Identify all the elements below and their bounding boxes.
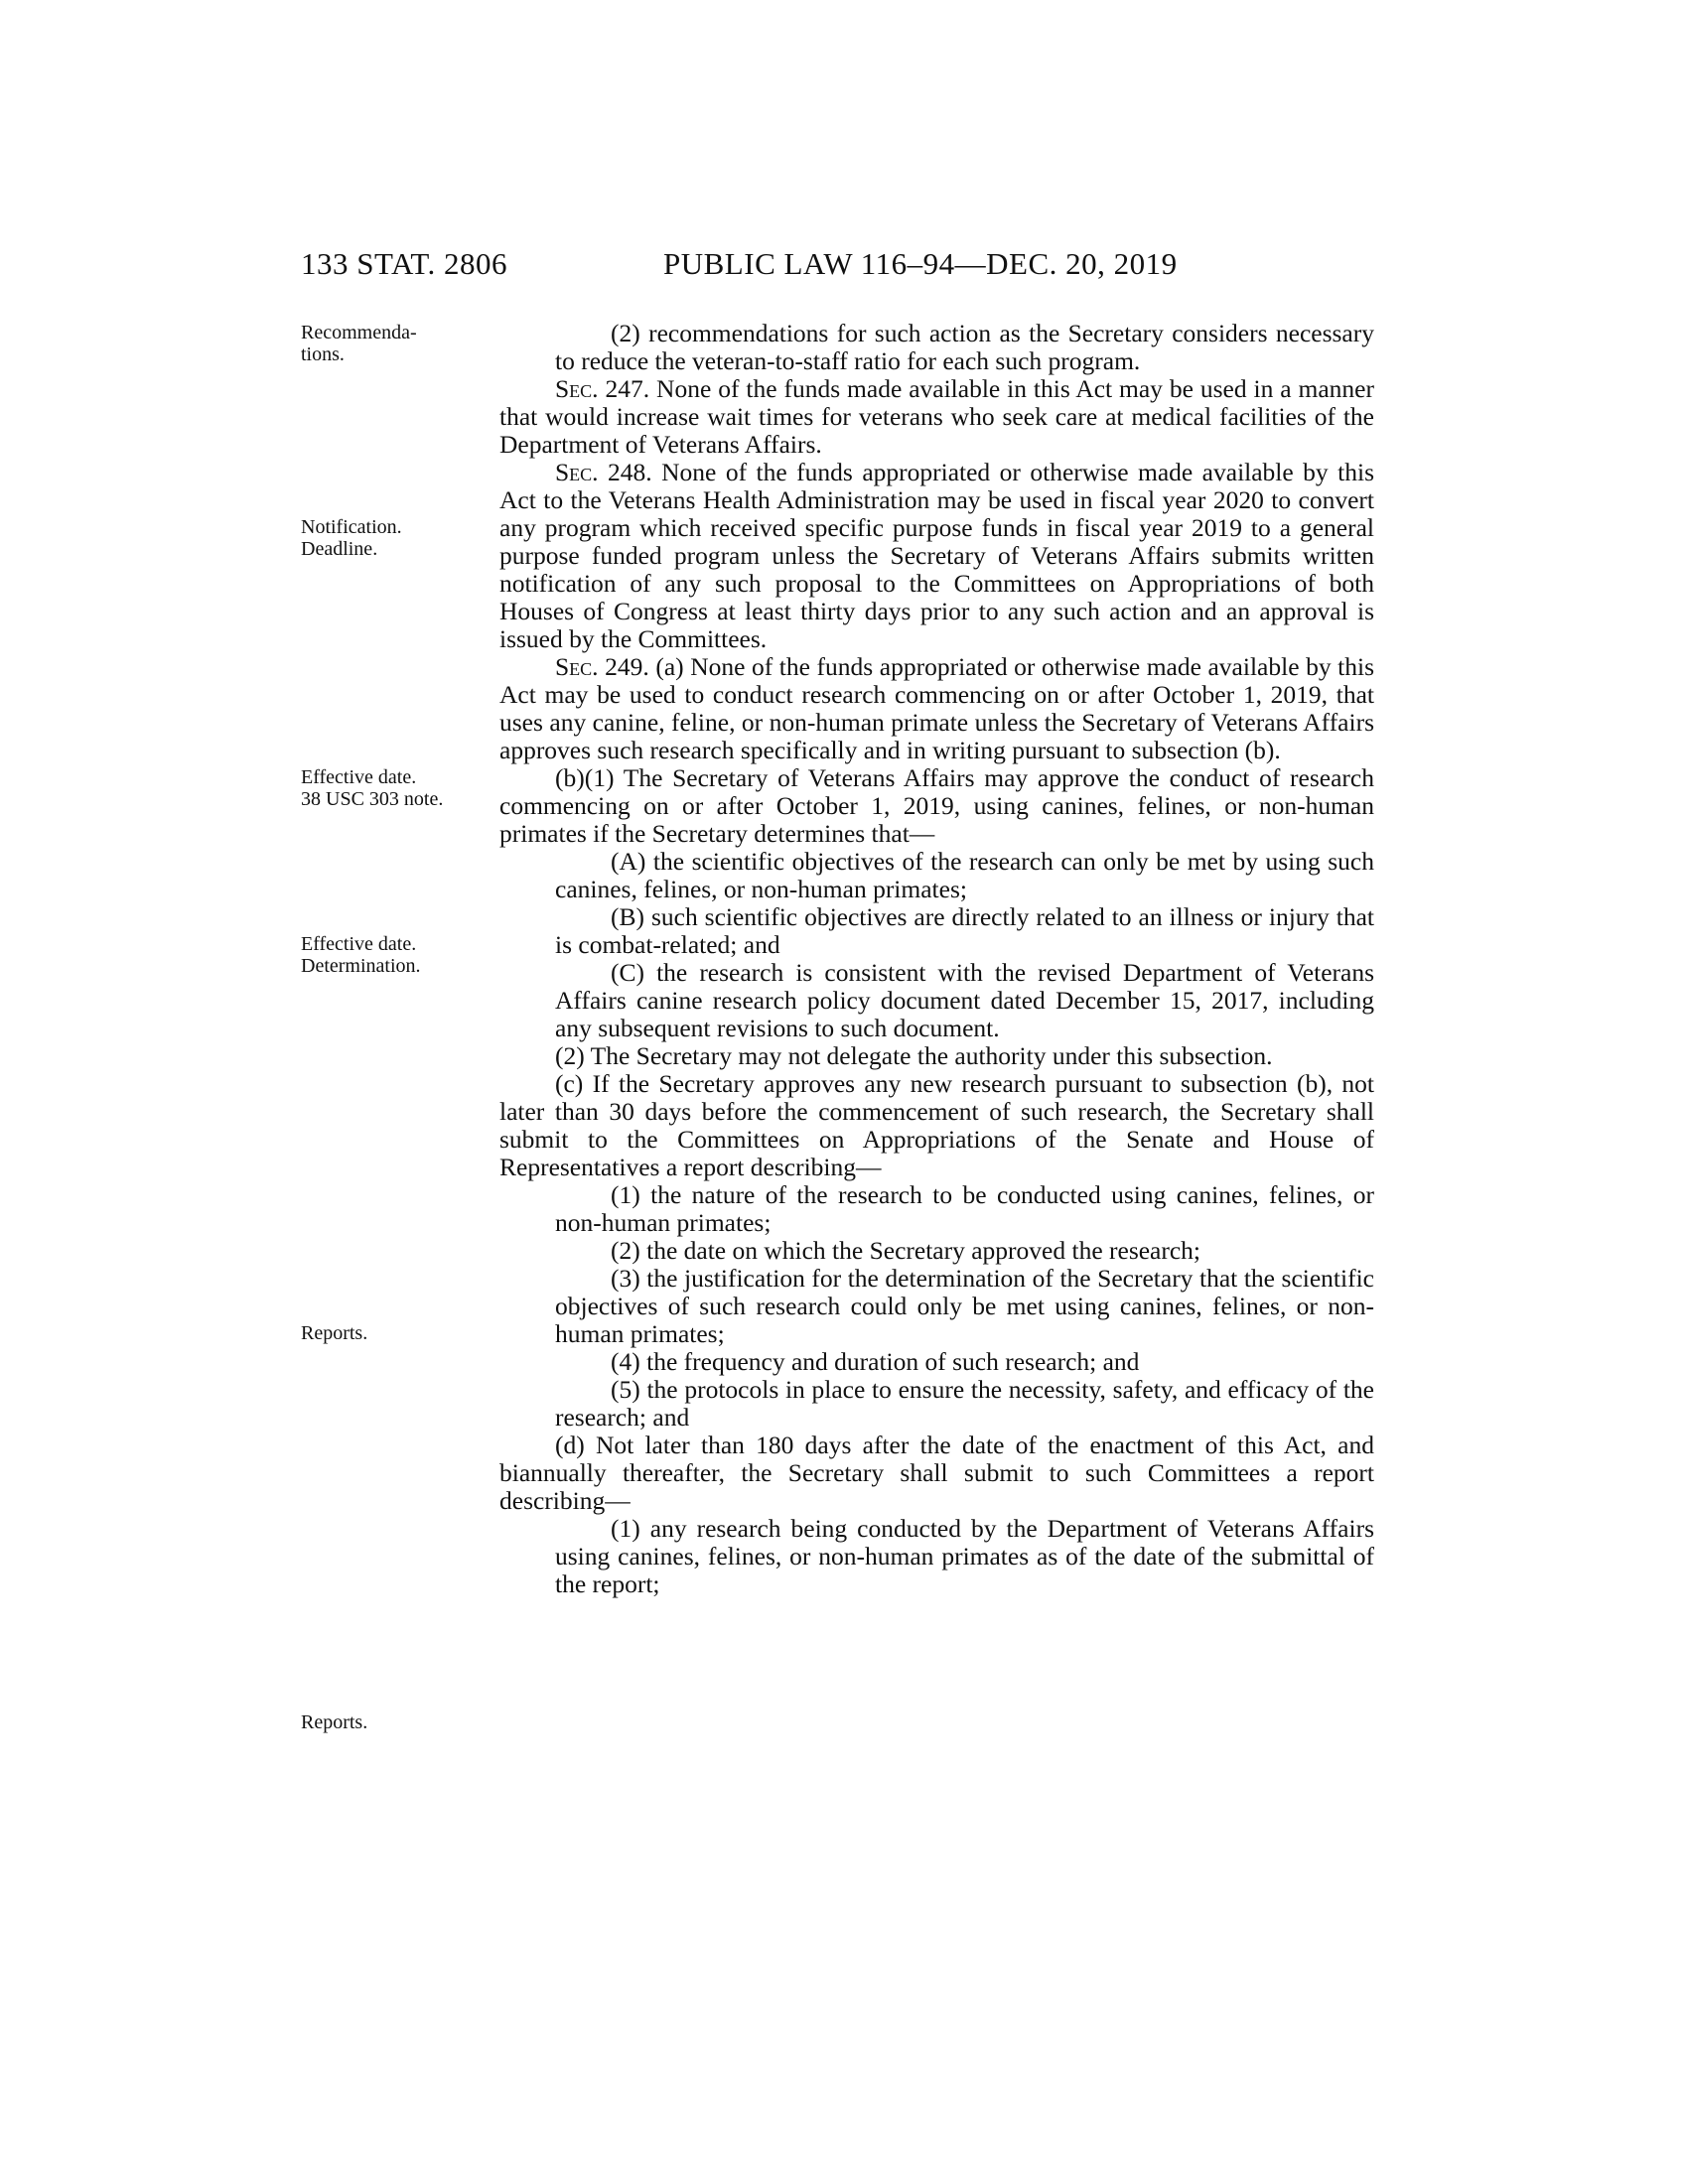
- subparagraph-b-a: (A) the scientific objectives of the research can only be met by using such canines, felines, or non-human primates;: [555, 847, 1374, 903]
- page-header: [301, 246, 1393, 286]
- margin-note-notification-deadline: Notification. Deadline.: [301, 516, 402, 560]
- public-law-title: PUBLIC LAW 116–94—DEC. 20, 2019: [663, 246, 1178, 281]
- subsection-c-2: (2) the date on which the Secretary approved the research;: [611, 1236, 1201, 1265]
- margin-note-effective-date-usc: Effective date. 38 USC 303 note.: [301, 766, 444, 810]
- subparagraph-b-b: (B) such scientific objectives are directly related to an illness or injury that is combat-related; and: [555, 902, 1374, 959]
- subsection-c-1: (1) the nature of the research to be conducted using canines, felines, or non-human primates;: [555, 1180, 1374, 1237]
- statute-page-number: 133 STAT. 2806: [301, 246, 508, 281]
- subsection-c-3: (3) the justification for the determination of the Secretary that the scientific objectives of such research could only be met using canines, felines, or non-human primates;: [555, 1264, 1374, 1348]
- subsection-b-1: (b)(1) The Secretary of Veterans Affairs may approve the conduct of research commencing on or after October 1, 2019, using canines, felines, or non-human primates if the Secretary determines that—: [499, 763, 1374, 848]
- margin-note-effective-date-determination: Effective date. Determination.: [301, 933, 421, 977]
- subsection-c-4: (4) the frequency and duration of such research; and: [611, 1347, 1140, 1376]
- paragraph-recommendations: (2) recommendations for such action as the Secretary considers necessary to reduce the veteran-to-staff ratio for each such program.: [555, 319, 1374, 375]
- subsection-d: (d) Not later than 180 days after the date of the enactment of this Act, and biannually thereafter, the Secretary shall submit to such Committees a report describing—: [499, 1431, 1374, 1515]
- subsection-b-2: (2) The Secretary may not delegate the authority under this subsection.: [555, 1041, 1273, 1070]
- section-247: Sec. 247. None of the funds made available in this Act may be used in a manner that would increase wait times for veterans who seek care at medical facilities of the Department of Veterans Affairs.: [499, 374, 1374, 459]
- section-249-a: Sec. 249. (a) None of the funds appropriated or otherwise made available by this Act may be used to conduct research commencing on or after October 1, 2019, that uses any canine, feline, or non-human primate unless the Secretary of Veterans Affairs approves such research specifically and in writing pursuant to subsection (b).: [499, 652, 1374, 764]
- subsection-d-1: (1) any research being conducted by the Department of Veterans Affairs using canines, felines, or non-human primates as of the date of the submittal of the report;: [555, 1514, 1374, 1598]
- subsection-c: (c) If the Secretary approves any new research pursuant to subsection (b), not later than 30 days before the commencement of such research, the Secretary shall submit to the Committees on Appropriations of the Senate and House of Representatives a report describing—: [499, 1069, 1374, 1181]
- margin-note-reports-2: Reports.: [301, 1711, 368, 1733]
- document-body: [499, 320, 1374, 1598]
- margin-note-reports: Reports.: [301, 1322, 368, 1344]
- subparagraph-b-c: (C) the research is consistent with the revised Department of Veterans Affairs canine research policy document dated December 15, 2017, including any subsequent revisions to such document.: [555, 958, 1374, 1042]
- subsection-c-5: (5) the protocols in place to ensure the necessity, safety, and efficacy of the research; and: [555, 1375, 1374, 1432]
- section-248: Sec. 248. None of the funds appropriated or otherwise made available by this Act to the Veterans Health Administration may be used in fiscal year 2020 to convert any program which received specific purpose funds in fiscal year 2019 to a general purpose funded program unless the Secretary of Veterans Affairs submits written notification of any such proposal to the Committees on Appropriations of both Houses of Congress at least thirty days prior to any such action and an approval is issued by the Committees.: [499, 458, 1374, 653]
- margin-note-recommendations: Recommenda- tions.: [301, 322, 417, 365]
